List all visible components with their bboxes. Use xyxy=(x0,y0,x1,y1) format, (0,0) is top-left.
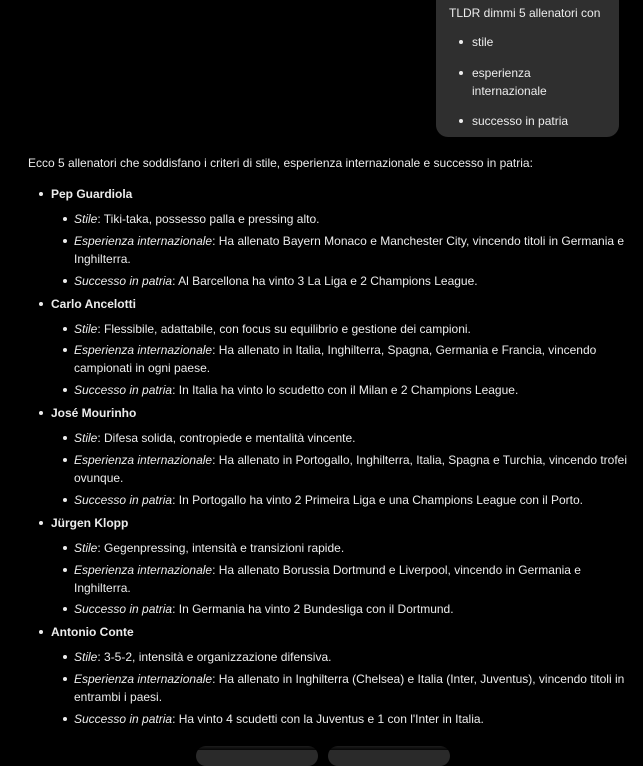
detail-text: Flessibile, adattabile, con focus su equilibrio e gestione dei campioni. xyxy=(104,321,471,336)
coach-name: Carlo Ancelotti xyxy=(28,295,628,313)
detail-separator: : xyxy=(97,321,105,336)
detail-key: Esperienza internazionale xyxy=(74,562,213,577)
detail-text: In Germania ha vinto 2 Bundesliga con il Dortmund. xyxy=(178,602,454,617)
detail-separator: : xyxy=(212,562,219,577)
detail-separator: : xyxy=(172,492,179,507)
user-message-item: successo in patria xyxy=(458,112,607,130)
detail-key: Successo in patria xyxy=(74,602,173,617)
coach-detail xyxy=(74,600,628,618)
detail-text: Ha allenato in Inghilterra (Chelsea) e Italia (Inter, Juventus), vincendo titoli in entrambi i paesi. xyxy=(74,672,625,705)
detail-text: Ha vinto 4 scudetti con la Juventus e 1 con l'Inter in Italia. xyxy=(178,711,484,726)
bottom-fade xyxy=(0,744,643,750)
response-intro: Ecco 5 allenatori che soddisfano i criteri di stile, esperienza internazionale e successo in patria: xyxy=(28,156,533,170)
coach-detail xyxy=(74,561,628,597)
detail-separator: : xyxy=(212,452,219,467)
detail-key: Stile xyxy=(74,540,98,555)
coach-detail xyxy=(74,210,628,228)
detail-separator: : xyxy=(212,233,219,248)
coach-detail xyxy=(74,648,628,666)
coach-detail xyxy=(74,381,628,399)
detail-separator: : xyxy=(97,650,105,665)
coach-name: José Mourinho xyxy=(28,404,628,422)
detail-separator: : xyxy=(172,383,179,398)
detail-key: Esperienza internazionale xyxy=(74,672,213,687)
detail-text: Al Barcellona ha vinto 3 La Liga e 2 Champions League. xyxy=(178,273,478,288)
detail-text: Ha allenato in Portogallo, Inghilterra, Italia, Spagna e Turchia, vincendo trofei ovunque. xyxy=(74,452,628,485)
user-message-item: esperienza internazionale xyxy=(458,64,607,100)
coach-details xyxy=(28,429,628,509)
coach-name: Pep Guardiola xyxy=(28,185,628,203)
coach-detail xyxy=(74,341,628,377)
detail-separator: : xyxy=(97,540,105,555)
detail-key: Stile xyxy=(74,321,98,336)
coach-item xyxy=(28,295,628,400)
detail-text: Gegenpressing, intensità e transizioni rapide. xyxy=(104,540,345,555)
detail-separator: : xyxy=(172,273,179,288)
detail-text: Difesa solida, contropiede e mentalità vincente. xyxy=(104,431,356,446)
coach-details xyxy=(28,648,628,728)
coach-detail xyxy=(74,539,628,557)
user-message-item: stile xyxy=(458,33,607,51)
detail-key: Successo in patria xyxy=(74,383,173,398)
coach-detail xyxy=(74,451,628,487)
user-message-intro: TLDR dimmi 5 allenatori con xyxy=(449,6,601,20)
coach-detail xyxy=(74,491,628,509)
coach-detail xyxy=(74,232,628,268)
coach-detail xyxy=(74,710,628,728)
detail-key: Stile xyxy=(74,212,98,226)
detail-key: Stile xyxy=(74,431,98,446)
assistant-response xyxy=(28,154,628,733)
detail-key: Successo in patria xyxy=(74,273,173,288)
detail-text: Tiki-taka, possesso palla e pressing alto. xyxy=(103,212,320,226)
detail-text: In Portogallo ha vinto 2 Primeira Liga e una Champions League con il Porto. xyxy=(178,492,583,507)
coach-item xyxy=(28,623,628,728)
coach-detail xyxy=(74,320,628,338)
coach-name: Antonio Conte xyxy=(28,623,628,641)
detail-key: Esperienza internazionale xyxy=(74,343,213,358)
detail-key: Stile xyxy=(74,650,98,665)
user-message-bubble xyxy=(436,0,619,137)
detail-separator: : xyxy=(172,602,179,617)
detail-text: In Italia ha vinto lo scudetto con il Milan e 2 Champions League. xyxy=(178,383,519,398)
coach-detail xyxy=(74,272,628,290)
coach-name: Jürgen Klopp xyxy=(28,514,628,532)
detail-key: Successo in patria xyxy=(74,492,173,507)
detail-text: Ha allenato Bayern Monaco e Manchester City, vincendo titoli in Germania e Inghilterra. xyxy=(74,233,625,266)
detail-text: Ha allenato in Italia, Inghilterra, Spagna, Germania e Francia, vincendo campionati in ogni paese. xyxy=(74,343,597,376)
detail-key: Esperienza internazionale xyxy=(74,452,213,467)
coach-detail xyxy=(74,670,628,706)
coach-details xyxy=(28,210,628,290)
detail-separator: : xyxy=(97,212,104,226)
coach-item xyxy=(28,185,628,290)
detail-key: Successo in patria xyxy=(74,711,173,726)
coach-item xyxy=(28,404,628,509)
coach-detail xyxy=(74,429,628,447)
coach-list xyxy=(28,185,628,728)
detail-text: 3-5-2, intensità e organizzazione difensiva. xyxy=(104,650,332,665)
detail-separator: : xyxy=(212,672,219,687)
user-message-list xyxy=(449,33,607,130)
coach-details xyxy=(28,320,628,400)
detail-text: Ha allenato Borussia Dortmund e Liverpool, vincendo in Germania e Inghilterra. xyxy=(74,562,581,595)
coach-details xyxy=(28,539,628,619)
detail-key: Esperienza internazionale xyxy=(74,233,213,248)
detail-separator: : xyxy=(97,431,105,446)
detail-separator: : xyxy=(172,711,179,726)
detail-separator: : xyxy=(212,343,219,358)
coach-item xyxy=(28,514,628,619)
